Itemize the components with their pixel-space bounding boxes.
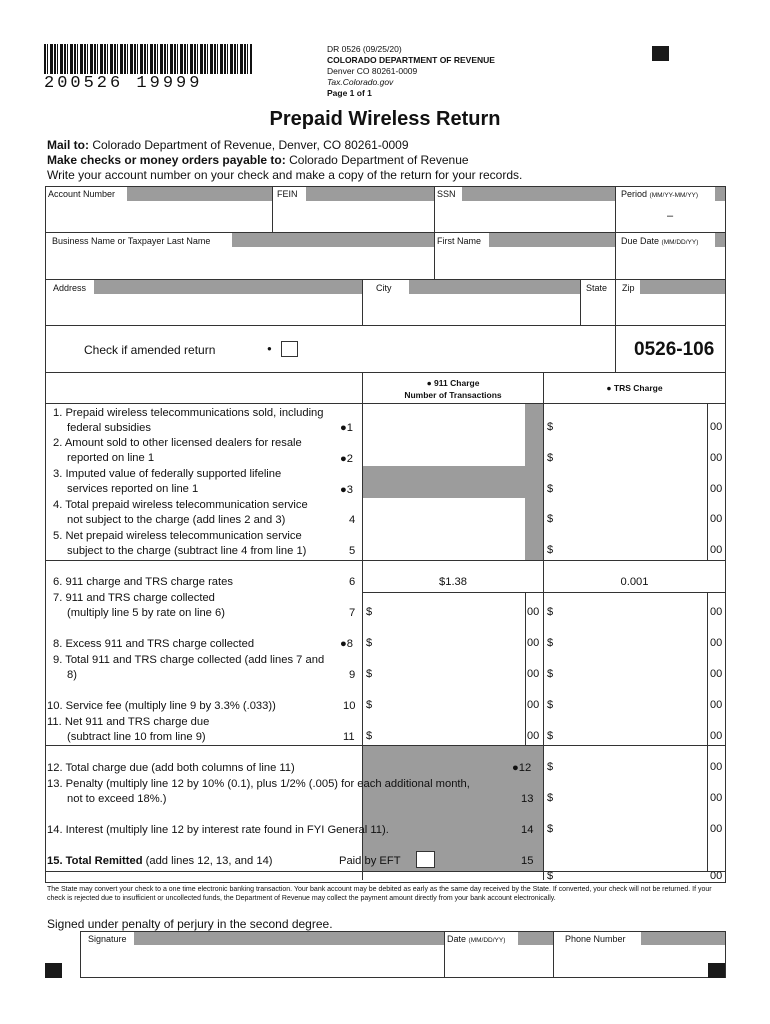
cents-zero: 00 (710, 606, 723, 618)
trs-amount-field[interactable] (556, 695, 706, 715)
line-6-number: 6 (349, 576, 356, 588)
dollar-sign: $ (547, 823, 554, 835)
label-bar (640, 280, 725, 294)
line-6-text: 6. 911 charge and TRS charge rates (53, 576, 233, 588)
line-12-text: 12. Total charge due (add both columns of line 11) (47, 762, 295, 774)
label-bar (409, 280, 580, 294)
cents-divider (707, 592, 708, 745)
trs-amount-field[interactable] (556, 479, 706, 499)
date-label: Date (447, 934, 467, 944)
business-name-label: Business Name or Taxpayer Last Name (52, 236, 211, 246)
signature-field[interactable] (81, 946, 444, 977)
trs-amount-field[interactable] (556, 757, 706, 777)
payable-label: Make checks or money orders payable to: (47, 153, 286, 167)
mail-to-address: Colorado Department of Revenue, Denver, CO 80261-0009 (89, 138, 409, 152)
cents-zero: 00 (527, 730, 540, 742)
amended-label: Check if amended return (84, 343, 216, 357)
cents-zero: 00 (710, 421, 723, 433)
line-2-text: 2. Amount sold to other licensed dealers for resale reported on line 1 (53, 437, 302, 464)
dollar-sign: $ (547, 730, 554, 742)
department-address: Denver CO 80261-0009 (327, 66, 418, 76)
first-name-label: First Name (437, 236, 482, 246)
divider (45, 871, 726, 872)
ssn-field[interactable] (435, 202, 615, 232)
line-4-text: 4. Total prepaid wireless telecommunication service not subject to the charge (add lines 2 and 3) (53, 499, 308, 526)
cents-zero: 00 (710, 823, 723, 835)
zip-label: Zip (622, 283, 635, 293)
dollar-sign: $ (547, 421, 554, 433)
phone-field[interactable] (554, 946, 725, 977)
business-name-field[interactable] (46, 248, 434, 278)
line-12-number: ●12 (512, 762, 532, 774)
label-bar (715, 187, 725, 201)
form-number: 0526-106 (634, 339, 715, 360)
divider (45, 372, 726, 373)
dollar-sign: $ (547, 483, 554, 495)
col-911-title: ● 911 Charge (426, 378, 480, 388)
line-11-number: 11 (343, 731, 355, 743)
dollar-sign: $ (547, 637, 554, 649)
cents-zero: 00 (527, 606, 540, 618)
bullet-icon: ● (267, 344, 272, 353)
dollar-sign: $ (547, 870, 554, 882)
department-name: COLORADO DEPARTMENT OF REVENUE (327, 55, 495, 65)
registration-mark (708, 963, 725, 978)
line-3-number: ●3 (340, 484, 353, 496)
label-bar (489, 233, 615, 247)
ssn-label: SSN (437, 189, 456, 199)
period-dash: – (667, 210, 674, 222)
label-bar (134, 932, 444, 945)
zip-field[interactable] (616, 295, 725, 325)
line-7-text: 7. 911 and TRS charge collected (multiply line 5 by rate on line 6) (53, 592, 225, 619)
dollar-sign: $ (547, 513, 554, 525)
line-8-number: ●8 (340, 638, 353, 650)
barcode-number: 200526 19999 (44, 74, 203, 93)
line-5-number: 5 (349, 545, 356, 557)
shaded-cell (525, 498, 543, 560)
first-name-field[interactable] (435, 248, 615, 278)
line-10-number: 10 (343, 700, 356, 712)
fein-label: FEIN (277, 189, 298, 199)
trs-amount-field[interactable] (556, 509, 706, 529)
account-note: Write your account number on your check and make a copy of the return for your records. (47, 168, 523, 182)
line-4-number: 4 (349, 514, 356, 526)
line-3-text: 3. Imputed value of federally supported lifeline services reported on line 1 (53, 468, 282, 495)
state-field[interactable] (581, 295, 615, 325)
label-bar (127, 187, 272, 201)
cents-zero: 00 (527, 668, 540, 680)
label-bar (715, 233, 725, 247)
phone-label: Phone Number (565, 934, 626, 944)
trs-amount-field[interactable] (556, 417, 706, 437)
trs-amount-field[interactable] (556, 726, 706, 746)
line-15-text: 15. Total Remitted (add lines 12, 13, and 14) (47, 855, 273, 867)
date-field[interactable] (445, 946, 553, 977)
divider (615, 280, 616, 372)
dollar-sign: $ (547, 699, 554, 711)
eft-checkbox[interactable] (416, 851, 435, 868)
page-title: Prepaid Wireless Return (269, 108, 501, 130)
line-15-number: 15 (521, 855, 534, 867)
registration-mark (45, 963, 62, 978)
trs-amount-field[interactable] (556, 788, 706, 808)
trs-amount-field[interactable] (556, 540, 706, 560)
form-code: DR 0526 (09/25/20) (327, 44, 402, 54)
signature-label: Signature (88, 934, 127, 944)
fein-field[interactable] (273, 202, 434, 232)
label-bar (641, 932, 725, 945)
form-header (327, 44, 495, 99)
cents-zero: 00 (710, 792, 723, 804)
cents-zero: 00 (527, 699, 540, 711)
label-bar (306, 187, 434, 201)
dollar-sign: $ (366, 606, 373, 618)
cents-divider (707, 404, 708, 561)
trs-amount-field[interactable] (556, 602, 706, 622)
cents-zero: 00 (710, 483, 723, 495)
line-14-number: 14 (521, 824, 534, 836)
divider (45, 560, 726, 561)
cents-zero: 00 (710, 699, 723, 711)
dollar-sign: $ (547, 761, 554, 773)
rate-trs: 0.001 (620, 576, 649, 588)
address-field[interactable] (46, 295, 362, 325)
due-date-label: Due Date (621, 236, 660, 246)
dollar-sign: $ (547, 606, 554, 618)
period-label: Period (621, 189, 648, 199)
label-bar (232, 233, 434, 247)
trs-amount-field[interactable] (556, 664, 706, 684)
instructions (47, 138, 522, 183)
line-5-text: 5. Net prepaid wireless telecommunication service subject to the charge (subtract line 4 from line 1) (53, 530, 307, 557)
line-11-text: 11. Net 911 and TRS charge due (subtract line 10 from line 9) (47, 716, 210, 743)
cents-zero: 00 (710, 637, 723, 649)
line-9-number: 9 (349, 669, 356, 681)
trs-amount-field[interactable] (556, 850, 706, 870)
label-bar (462, 187, 615, 201)
payable-value: Colorado Department of Revenue (285, 153, 469, 167)
period-format: (MM/YY-MM/YY) (649, 192, 699, 199)
col-911-header (363, 377, 543, 401)
dollar-sign: $ (366, 730, 373, 742)
state-label: State (586, 283, 608, 293)
account-number-label: Account Number (48, 189, 116, 199)
cents-zero: 00 (710, 544, 723, 556)
perjury-statement: Signed under penalty of perjury in the second degree. (47, 917, 333, 931)
cents-zero: 00 (710, 870, 723, 882)
dollar-sign: $ (366, 668, 373, 680)
page-indicator: Page 1 of 1 (327, 88, 372, 98)
rate-911: $1.38 (439, 576, 467, 588)
divider (362, 592, 726, 593)
address-label: Address (53, 283, 87, 293)
line-1-number: ●1 (340, 422, 353, 434)
due-date-format: (MM/DD/YY) (661, 239, 699, 246)
account-number-field[interactable] (46, 202, 272, 232)
trs-amount-field[interactable] (556, 448, 706, 468)
col-trs-header: ● TRS Charge (606, 383, 663, 393)
due-date-field[interactable] (616, 248, 725, 278)
registration-mark (652, 46, 669, 61)
line-7-number: 7 (349, 607, 356, 619)
amended-checkbox[interactable] (281, 341, 298, 357)
divider (45, 325, 726, 326)
cents-zero: 00 (710, 452, 723, 464)
cents-divider (707, 745, 708, 871)
label-bar (94, 280, 362, 294)
divider (45, 403, 726, 404)
line-2-number: ●2 (340, 453, 353, 465)
shaded-cell (525, 404, 543, 466)
col-911-subtitle: Number of Transactions (404, 390, 502, 400)
dollar-sign: $ (547, 452, 554, 464)
department-website: Tax.Colorado.gov (327, 77, 394, 87)
line-1-text: 1. Prepaid wireless telecommunications sold, including federal subsidies (53, 407, 324, 434)
cents-divider (525, 592, 526, 745)
column-divider (543, 372, 544, 880)
trs-amount-field[interactable] (556, 819, 706, 839)
shaded-cell (363, 466, 543, 498)
cents-zero: 00 (710, 761, 723, 773)
cents-zero: 00 (527, 637, 540, 649)
cents-zero: 00 (710, 730, 723, 742)
dollar-sign: $ (366, 637, 373, 649)
line-13-number: 13 (521, 793, 534, 805)
label-bar (518, 932, 553, 945)
ebt-notice: The State may convert your check to a one time electronic banking transaction. Your bank account may be debited as early as the same day received by the State. If converted, your check will not be returned. If your check is rejected due to insufficient or uncollected funds, the Department of Revenue may collect the payment amount directly from your bank account electronically. (47, 886, 712, 902)
dollar-sign: $ (366, 699, 373, 711)
dollar-sign: $ (547, 668, 554, 680)
eft-label: Paid by EFT (339, 855, 401, 867)
city-field[interactable] (363, 295, 580, 325)
line-10-text: 10. Service fee (multiply line 9 by 3.3% (.033)) (47, 700, 276, 712)
cents-zero: 00 (710, 513, 723, 525)
city-label: City (376, 283, 392, 293)
line-8-text: 8. Excess 911 and TRS charge collected (53, 638, 255, 650)
cents-zero: 00 (710, 668, 723, 680)
trs-amount-field[interactable] (556, 633, 706, 653)
line-13-text: 13. Penalty (multiply line 12 by 10% (0.1), plus 1/2% (.005) for each additional month, not to exceed 18%.) (47, 778, 470, 805)
line-9-text: 9. Total 911 and TRS charge collected (add lines 7 and 8) (53, 654, 325, 681)
line-14-text: 14. Interest (multiply line 12 by interest rate found in FYI General 11). (47, 824, 389, 836)
date-format: (MM/DD/YY) (468, 937, 506, 944)
dollar-sign: $ (547, 792, 554, 804)
dollar-sign: $ (547, 544, 554, 556)
mail-to-label: Mail to: (47, 138, 89, 152)
barcode (44, 44, 252, 74)
